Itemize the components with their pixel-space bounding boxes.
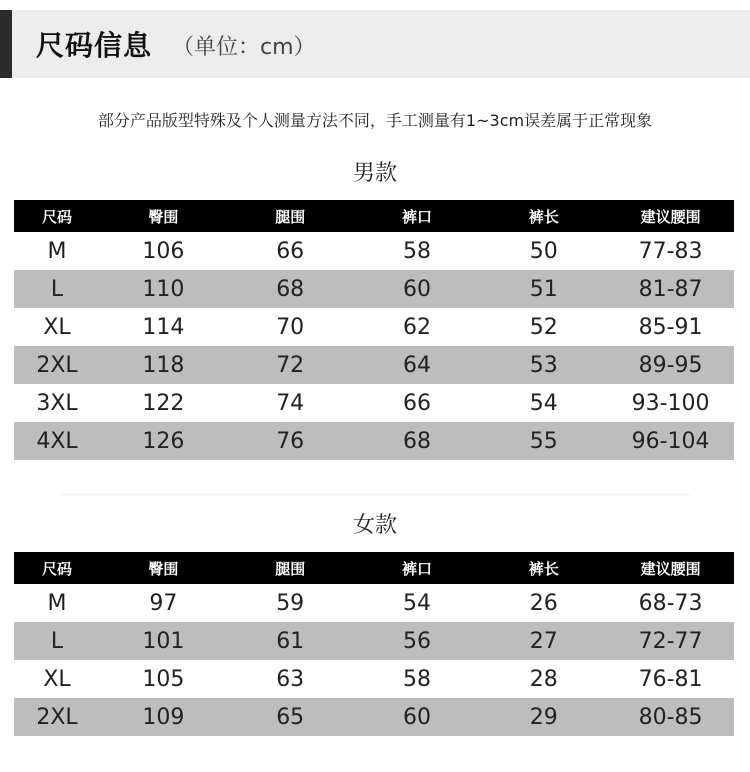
measurement-cell: 54 <box>529 390 558 416</box>
table-row <box>14 584 734 622</box>
table-header-row <box>14 200 734 232</box>
measurement-cell: 63 <box>276 666 305 692</box>
measurement-cell: 50 <box>529 238 558 264</box>
column-header: 腿围 <box>227 200 354 232</box>
measurement-cell: 54 <box>402 590 431 616</box>
measurement-cell: 61 <box>227 622 354 660</box>
column-header: 尺码 <box>14 552 100 584</box>
women-size-table <box>14 552 734 736</box>
size-cell: M <box>47 238 67 264</box>
measurement-cell: 65 <box>227 698 354 736</box>
measurement-cell: 74 <box>276 390 305 416</box>
size-cell: L <box>14 622 100 660</box>
measurement-cell: 60 <box>354 270 481 308</box>
measurement-cell: 110 <box>100 270 227 308</box>
measurement-cell: 56 <box>354 622 481 660</box>
size-cell: 4XL <box>14 422 100 460</box>
measurement-cell: 55 <box>480 422 607 460</box>
table-row <box>14 270 734 308</box>
table-row <box>14 422 734 460</box>
size-cell: L <box>14 270 100 308</box>
measurement-cell: 28 <box>529 666 558 692</box>
measurement-cell: 68 <box>354 422 481 460</box>
measurement-note: 部分产品版型特殊及个人测量方法不同，手工测量有1~3cm误差属于正常现象 <box>97 111 653 130</box>
measurement-cell: 93-100 <box>631 390 710 416</box>
measurement-cell: 58 <box>402 666 431 692</box>
column-header: 裤长 <box>480 200 607 232</box>
measurement-cell: 72-77 <box>607 622 734 660</box>
table-row <box>14 698 734 736</box>
column-header: 臀围 <box>100 200 227 232</box>
men-section-title: 男款 <box>352 161 397 186</box>
measurement-cell: 101 <box>100 622 227 660</box>
size-cell: M <box>47 590 67 616</box>
measurement-cell: 81-87 <box>607 270 734 308</box>
measurement-cell: 97 <box>149 590 178 616</box>
size-cell: XL <box>43 666 71 692</box>
men-size-table <box>14 200 734 460</box>
table-row <box>14 660 734 698</box>
measurement-cell: 52 <box>529 314 558 340</box>
measurement-cell: 29 <box>480 698 607 736</box>
page-header <box>0 10 750 78</box>
table-row <box>14 622 734 660</box>
column-header: 裤长 <box>480 552 607 584</box>
measurement-cell: 59 <box>276 590 305 616</box>
table-row <box>14 232 734 270</box>
measurement-cell: 72 <box>227 346 354 384</box>
table-header-row <box>14 552 734 584</box>
measurement-cell: 96-104 <box>607 422 734 460</box>
column-header: 尺码 <box>14 200 100 232</box>
column-header: 裤口 <box>354 200 481 232</box>
measurement-cell: 66 <box>276 238 305 264</box>
measurement-cell: 122 <box>142 390 185 416</box>
measurement-cell: 105 <box>142 666 185 692</box>
size-cell: 2XL <box>14 698 100 736</box>
page-title: 尺码信息 <box>36 29 153 62</box>
measurement-cell: 58 <box>402 238 431 264</box>
measurement-cell: 64 <box>354 346 481 384</box>
table-row <box>14 308 734 346</box>
measurement-cell: 60 <box>354 698 481 736</box>
measurement-cell: 51 <box>480 270 607 308</box>
column-header: 建议腰围 <box>607 552 734 584</box>
measurement-cell: 66 <box>402 390 431 416</box>
measurement-cell: 80-85 <box>607 698 734 736</box>
size-cell: 2XL <box>14 346 100 384</box>
measurement-cell: 109 <box>100 698 227 736</box>
measurement-cell: 27 <box>480 622 607 660</box>
table-row <box>14 384 734 422</box>
column-header: 腿围 <box>227 552 354 584</box>
measurement-cell: 85-91 <box>638 314 703 340</box>
measurement-cell: 76-81 <box>638 666 703 692</box>
measurement-cell: 114 <box>142 314 185 340</box>
measurement-cell: 76 <box>227 422 354 460</box>
measurement-cell: 68-73 <box>638 590 703 616</box>
column-header: 裤口 <box>354 552 481 584</box>
measurement-cell: 89-95 <box>607 346 734 384</box>
size-cell: XL <box>43 314 71 340</box>
measurement-cell: 62 <box>402 314 431 340</box>
header-accent-bar <box>0 10 12 78</box>
women-section-title: 女款 <box>352 513 397 538</box>
table-row <box>14 346 734 384</box>
measurement-cell: 126 <box>100 422 227 460</box>
measurement-cell: 118 <box>100 346 227 384</box>
measurement-cell: 70 <box>276 314 305 340</box>
column-header: 臀围 <box>100 552 227 584</box>
section-divider <box>60 494 690 495</box>
measurement-cell: 77-83 <box>638 238 703 264</box>
measurement-cell: 53 <box>480 346 607 384</box>
measurement-cell: 26 <box>529 590 558 616</box>
size-cell: 3XL <box>36 390 78 416</box>
measurement-cell: 68 <box>227 270 354 308</box>
unit-label: （单位：cm） <box>172 35 316 60</box>
column-header: 建议腰围 <box>607 200 734 232</box>
measurement-cell: 106 <box>142 238 185 264</box>
